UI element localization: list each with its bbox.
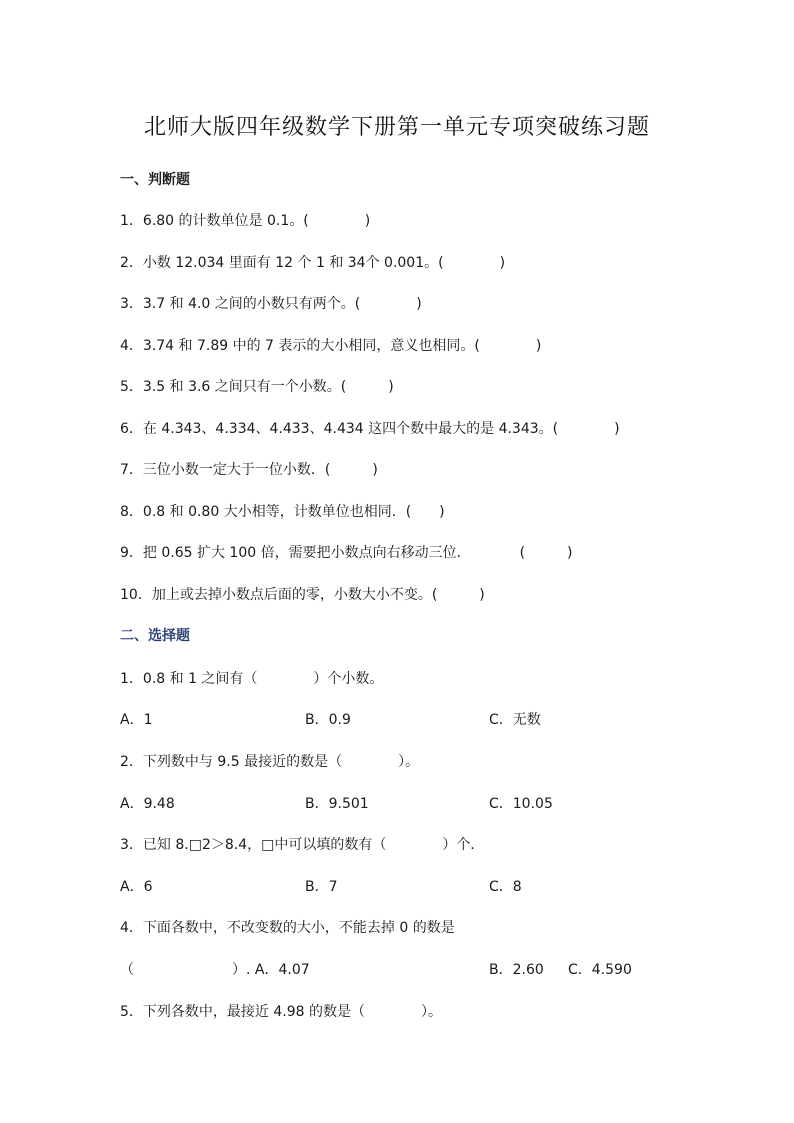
section-heading-judgement: 一、判断题	[120, 172, 190, 188]
choice-q4-option-b: B．2.60	[489, 962, 544, 978]
judgement-item-9: 9．把 0.65 扩大 100 倍，需要把小数点向右移动三位． ( )	[120, 545, 573, 561]
section-heading-choice: 二、选择题	[120, 628, 190, 644]
page-title: 北师大版四年级数学下册第一单元专项突破练习题	[143, 115, 650, 140]
judgement-item-5: 5．3.5 和 3.6 之间只有一个小数。( )	[120, 379, 394, 395]
choice-q1-option-b: B．0.9	[305, 712, 351, 728]
choice-q4-blank-and-option-a: （ ）. A．4.07	[120, 962, 310, 978]
choice-q4-stem: 4．下面各数中，不改变数的大小，不能去掉 0 的数是	[120, 920, 455, 936]
choice-q1-option-c: C．无数	[489, 712, 541, 728]
choice-q3-option-b: B．7	[305, 879, 338, 895]
choice-q2-option-b: B．9.501	[305, 796, 369, 812]
choice-q5-stem: 5．下列各数中，最接近 4.98 的数是（ ）。	[120, 1004, 442, 1020]
judgement-item-2: 2．小数 12.034 里面有 12 个 1 和 34个 0.001。( )	[120, 255, 506, 271]
choice-q2-option-c: C．10.05	[489, 796, 553, 812]
judgement-item-8: 8．0.8 和 0.80 大小相等，计数单位也相同．( )	[120, 504, 445, 520]
choice-q2-stem: 2．下列数中与 9.5 最接近的数是（ ）。	[120, 754, 420, 770]
judgement-item-6: 6．在 4.343、4.334、4.433、4.434 这四个数中最大的是 4.343。( )	[120, 421, 620, 437]
choice-q3-option-a: A．6	[120, 879, 153, 895]
choice-q1-option-a: A．1	[120, 712, 153, 728]
judgement-item-1: 1．6.80 的计数单位是 0.1。( )	[120, 213, 371, 229]
judgement-item-10: 10．加上或去掉小数点后面的零，小数大小不变。( )	[120, 587, 485, 603]
choice-q2-option-a: A．9.48	[120, 796, 175, 812]
choice-q3-option-c: C．8	[489, 879, 522, 895]
judgement-item-4: 4．3.74 和 7.89 中的 7 表示的大小相同，意义也相同。( )	[120, 338, 542, 354]
judgement-item-3: 3．3.7 和 4.0 之间的小数只有两个。( )	[120, 296, 422, 312]
choice-q3-stem: 3．已知 8.□2＞8.4，□中可以填的数有（ ）个．	[120, 837, 485, 853]
choice-q1-stem: 1．0.8 和 1 之间有（ ）个小数。	[120, 671, 384, 687]
judgement-item-7: 7．三位小数一定大于一位小数．( )	[120, 462, 378, 478]
choice-q4-option-c: C．4.590	[568, 962, 632, 978]
